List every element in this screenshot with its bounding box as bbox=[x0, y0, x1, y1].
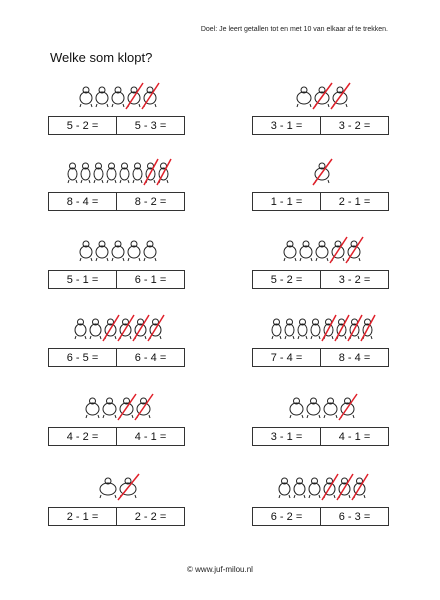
answer-row bbox=[252, 270, 389, 289]
penguins-icon bbox=[112, 241, 124, 261]
mosquitoes-icon bbox=[100, 478, 116, 498]
snails-icon bbox=[307, 398, 320, 418]
answer-row bbox=[48, 427, 185, 446]
dinosaurs-icon bbox=[316, 241, 328, 261]
lizard-picture bbox=[252, 158, 392, 186]
answer-option[interactable]: 4 - 2 = bbox=[66, 430, 99, 443]
answer-row bbox=[252, 348, 389, 367]
squirrels-icon bbox=[107, 163, 116, 183]
answer-row bbox=[48, 116, 185, 135]
butterflies-picture bbox=[48, 82, 188, 110]
snails-icon bbox=[290, 398, 303, 418]
answer-option[interactable]: 2 - 2 = bbox=[116, 508, 184, 525]
mice-icon bbox=[294, 478, 305, 498]
ladybugs-icon bbox=[90, 319, 101, 339]
snails-picture bbox=[252, 393, 392, 421]
answer-option[interactable]: 8 - 2 = bbox=[116, 193, 184, 210]
penguins-picture bbox=[48, 236, 188, 264]
squirrels-picture bbox=[48, 158, 188, 186]
answer-option[interactable]: 3 - 2 = bbox=[320, 117, 388, 134]
squirrels-icon bbox=[94, 163, 103, 183]
rabbits-picture bbox=[252, 314, 392, 342]
penguins-icon bbox=[144, 241, 156, 261]
answer-option[interactable]: 4 - 1 = bbox=[320, 428, 388, 445]
butterflies-icon bbox=[80, 87, 92, 107]
answer-option[interactable]: 5 - 3 = bbox=[116, 117, 184, 134]
answer-row bbox=[252, 192, 389, 211]
answer-option[interactable]: 6 - 2 = bbox=[270, 510, 303, 523]
ladybugs-icon bbox=[75, 319, 86, 339]
butterflies-icon bbox=[96, 87, 108, 107]
rabbits-icon bbox=[285, 319, 294, 339]
answer-option[interactable]: 6 - 5 = bbox=[66, 351, 99, 364]
squirrels-icon bbox=[120, 163, 129, 183]
rabbits-icon bbox=[272, 319, 281, 339]
penguins-icon bbox=[96, 241, 108, 261]
answer-row bbox=[48, 348, 185, 367]
answer-option[interactable]: 8 - 4 = bbox=[66, 195, 99, 208]
ants-icon bbox=[86, 398, 99, 418]
mice-icon bbox=[309, 478, 320, 498]
answer-option[interactable]: 2 - 1 = bbox=[66, 510, 99, 523]
answer-row bbox=[252, 116, 389, 135]
dogs-icon bbox=[297, 87, 311, 107]
answer-row bbox=[48, 192, 185, 211]
dinosaurs-picture bbox=[252, 236, 392, 264]
answer-option[interactable]: 2 - 1 = bbox=[320, 193, 388, 210]
answer-option[interactable]: 6 - 1 = bbox=[116, 271, 184, 288]
answer-row bbox=[252, 427, 389, 446]
butterflies-icon bbox=[112, 87, 124, 107]
penguins-icon bbox=[128, 241, 140, 261]
answer-option[interactable]: 8 - 4 = bbox=[320, 349, 388, 366]
answer-row bbox=[252, 507, 389, 526]
answer-row bbox=[48, 270, 185, 289]
ladybugs-picture bbox=[48, 314, 188, 342]
answer-option[interactable]: 6 - 3 = bbox=[320, 508, 388, 525]
ants-icon bbox=[103, 398, 116, 418]
answer-option[interactable]: 3 - 1 = bbox=[270, 430, 303, 443]
dinosaurs-icon bbox=[284, 241, 296, 261]
answer-option[interactable]: 3 - 1 = bbox=[270, 119, 303, 132]
rabbits-icon bbox=[298, 319, 307, 339]
answer-option[interactable]: 3 - 2 = bbox=[320, 271, 388, 288]
answer-option[interactable]: 5 - 1 = bbox=[66, 273, 99, 286]
answer-option[interactable]: 4 - 1 = bbox=[116, 428, 184, 445]
snails-icon bbox=[324, 398, 337, 418]
squirrels-icon bbox=[133, 163, 142, 183]
mice-icon bbox=[279, 478, 290, 498]
answer-option[interactable]: 7 - 4 = bbox=[270, 351, 303, 364]
footer-credit: © www.juf-milou.nl bbox=[187, 565, 253, 574]
squirrels-icon bbox=[68, 163, 77, 183]
mice-picture bbox=[252, 473, 392, 501]
ants-picture bbox=[48, 393, 188, 421]
rabbits-icon bbox=[311, 319, 320, 339]
goal-text: Doel: Je leert getallen tot en met 10 van elkaar af te trekken. bbox=[200, 26, 388, 33]
answer-option[interactable]: 1 - 1 = bbox=[270, 195, 303, 208]
answer-row bbox=[48, 507, 185, 526]
dogs-picture bbox=[252, 82, 392, 110]
answer-option[interactable]: 5 - 2 = bbox=[66, 119, 99, 132]
dinosaurs-icon bbox=[300, 241, 312, 261]
page-title: Welke som klopt? bbox=[50, 50, 153, 65]
penguins-icon bbox=[80, 241, 92, 261]
answer-option[interactable]: 6 - 4 = bbox=[116, 349, 184, 366]
mosquitoes-picture bbox=[48, 473, 188, 501]
squirrels-icon bbox=[81, 163, 90, 183]
answer-option[interactable]: 5 - 2 = bbox=[270, 273, 303, 286]
